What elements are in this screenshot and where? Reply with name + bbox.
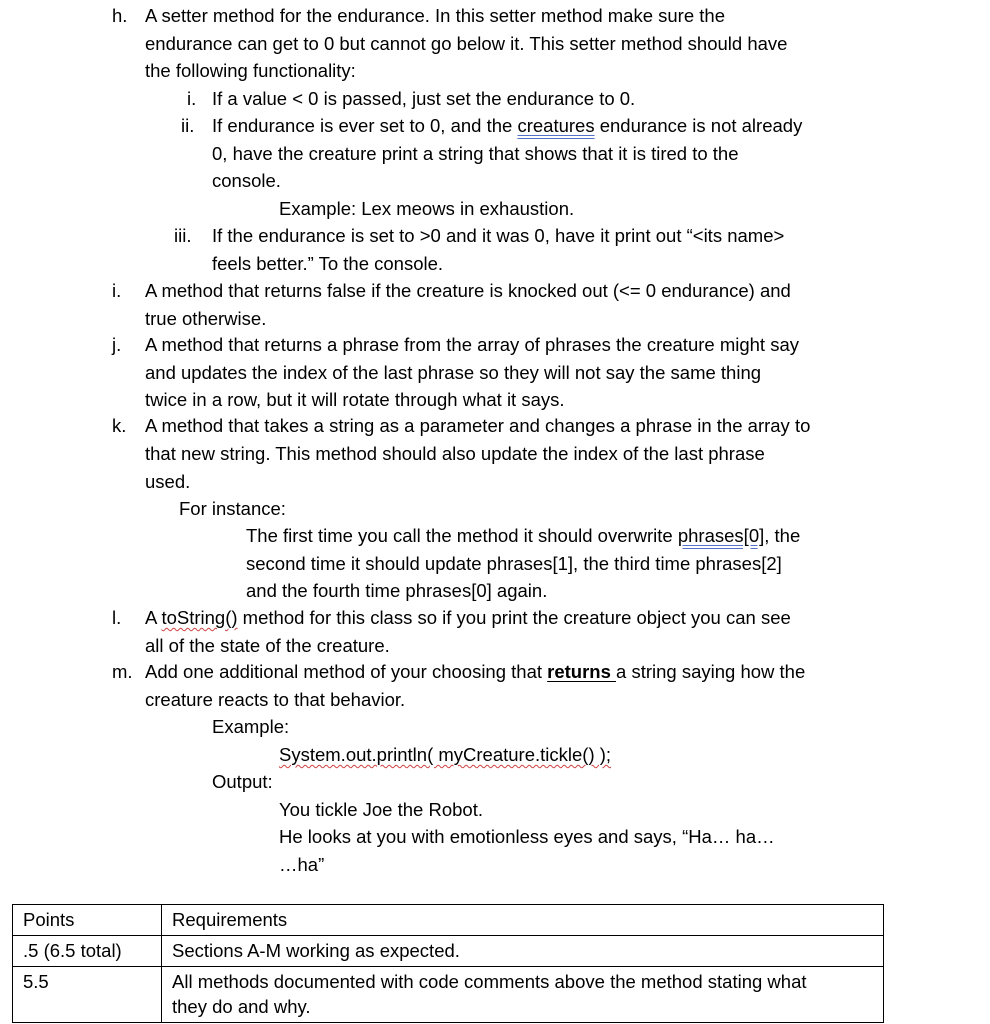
table-row — [13, 967, 884, 1023]
item-j-line: twice in a row, but it will rotate through what it says. — [145, 389, 565, 410]
item-m-output-line: You tickle Joe the Robot. — [279, 799, 483, 820]
item-m-code: System.out.println( myCreature.tickle() ); — [279, 744, 612, 765]
item-i-line: true otherwise. — [145, 308, 267, 329]
item-h-label: h. — [112, 5, 128, 26]
item-l-line2: all of the state of the creature. — [145, 635, 390, 656]
spellcheck-word: toString() — [161, 607, 238, 628]
subitem-i-text: If a value < 0 is passed, just set the endurance to 0. — [212, 88, 636, 109]
item-l-line1: A toString() method for this class so if you print the creature object you can see — [145, 607, 791, 628]
item-k-line: used. — [145, 471, 191, 492]
item-l-label: l. — [112, 607, 122, 628]
item-k-for-instance: For instance: — [179, 498, 286, 519]
table-cell: .5 (6.5 total) — [13, 936, 162, 967]
subitem-i-label: i. — [187, 88, 197, 109]
table-header-cell: Points — [13, 905, 162, 936]
spellcheck-word: creatures — [517, 115, 595, 136]
subitem-ii-example: Example: Lex meows in exhaustion. — [279, 198, 575, 219]
subitem-ii-label: ii. — [181, 115, 195, 136]
subitem-ii-line3: console. — [212, 170, 281, 191]
item-k-instance-line2: second time it should update phrases[1], the third time phrases[2] — [246, 553, 782, 574]
table-header-cell: Requirements — [162, 905, 884, 936]
item-m-line2: creature reacts to that behavior. — [145, 689, 406, 710]
item-m-output-line: He looks at you with emotionless eyes and says, “Ha… ha… — [279, 826, 775, 847]
requirements-table — [12, 904, 884, 1023]
item-j-line: A method that returns a phrase from the array of phrases the creature might say — [145, 334, 799, 355]
item-k-instance-line1: The first time you call the method it should overwrite phrases[0], the — [246, 525, 801, 546]
subitem-ii-line1: If endurance is ever set to 0, and the creatures endurance is not already — [212, 115, 803, 136]
table-cell: 5.5 — [13, 967, 162, 1023]
item-j-label: j. — [112, 334, 122, 355]
item-i-line: A method that returns false if the creature is knocked out (<= 0 endurance) and — [145, 280, 791, 301]
subitem-iii-label: iii. — [174, 225, 192, 246]
item-m-output-line: …ha” — [279, 854, 325, 875]
item-h-line: endurance can get to 0 but cannot go below it. This setter method should have — [145, 33, 788, 54]
table-header-row — [13, 905, 884, 936]
table-row — [13, 936, 884, 967]
item-k-label: k. — [112, 415, 127, 436]
spellcheck-word: phrases[0] — [677, 525, 765, 546]
item-k-instance-line3: and the fourth time phrases[0] again. — [246, 580, 548, 601]
subitem-ii-line2: 0, have the creature print a string that shows that it is tired to the — [212, 143, 739, 164]
emphasis-returns: returns — [547, 661, 617, 682]
item-m-label: m. — [112, 661, 133, 682]
item-m-output-label: Output: — [212, 771, 273, 792]
item-k-line: A method that takes a string as a parameter and changes a phrase in the array to — [145, 415, 811, 436]
subitem-iii-line: feels better.” To the console. — [212, 253, 444, 274]
item-h-line: the following functionality: — [145, 60, 356, 81]
subitem-iii-line: If the endurance is set to >0 and it was 0, have it print out “<its name> — [212, 225, 785, 246]
item-k-line: that new string. This method should also update the index of the last phrase — [145, 443, 765, 464]
item-j-line: and updates the index of the last phrase so they will not say the same thing — [145, 362, 762, 383]
table-cell: Sections A-M working as expected. — [162, 936, 884, 967]
item-i-label: i. — [112, 280, 122, 301]
item-h-line: A setter method for the endurance. In this setter method make sure the — [145, 5, 725, 26]
table-cell: All methods documented with code comments above the method stating what they do and why. — [162, 967, 884, 1023]
item-m-example-label: Example: — [212, 716, 290, 737]
item-m-line1: Add one additional method of your choosing that returns a string saying how the — [145, 661, 806, 682]
